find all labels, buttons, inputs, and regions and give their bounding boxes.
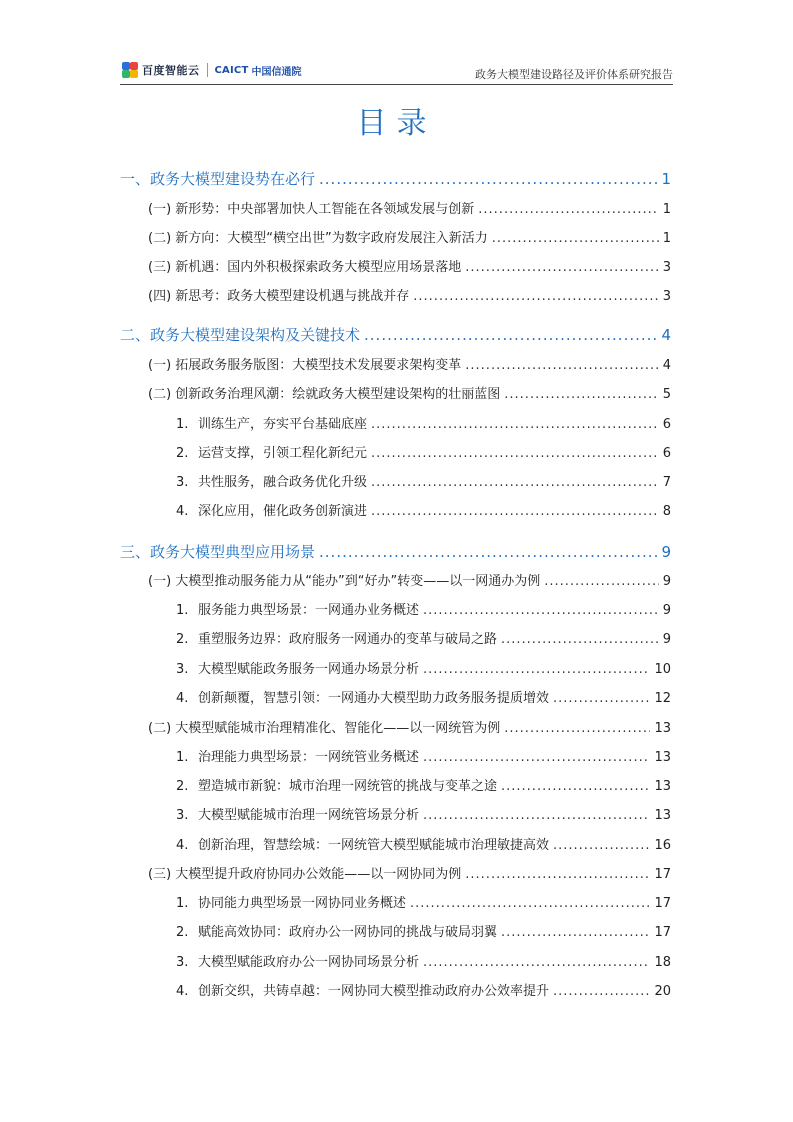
- toc-page-number: 10: [654, 662, 671, 677]
- toc-entry-text: 赋能高效协同：政府办公一网协同的挑战与破局羽翼: [198, 925, 498, 940]
- toc-page-number: 1: [662, 202, 671, 217]
- toc-page-number: 9: [662, 574, 671, 589]
- toc-entry-level3[interactable]: [176, 892, 671, 911]
- toc-page-number: 9: [661, 543, 671, 561]
- toc-entry-number: 3.: [176, 662, 189, 677]
- toc-entry-level3[interactable]: [176, 980, 671, 999]
- toc-entry-number: 4.: [176, 691, 189, 706]
- toc-dot-leader: [492, 231, 659, 246]
- toc-entry-text: (一) 拓展政务服务版图：大模型技术发展要求架构变革: [148, 358, 462, 373]
- toc-entry-level2[interactable]: [148, 383, 671, 402]
- toc-entry-label: [176, 687, 549, 706]
- toc-entry-level3[interactable]: [176, 442, 671, 461]
- toc-entry-label: [148, 227, 488, 246]
- toc-entry-text: (一) 大模型推动服务能力从“能办”到“好办”转变——以一网通办为例: [148, 574, 541, 589]
- toc-entry-number: 4.: [176, 504, 189, 519]
- toc-entry-level2[interactable]: [148, 285, 671, 304]
- toc-entry-label: [148, 354, 461, 373]
- toc-entry-label: [176, 804, 419, 823]
- toc-dot-leader: [423, 955, 650, 970]
- toc-page-number: 9: [662, 603, 671, 618]
- toc-page-number: 17: [654, 925, 671, 940]
- toc-page-number: 9: [662, 632, 671, 647]
- toc-entry-label: [120, 541, 315, 562]
- toc-entry-level3[interactable]: [176, 687, 671, 706]
- toc-entry-level2[interactable]: [148, 198, 671, 217]
- toc-entry-text: (一) 新形势：中央部署加快人工智能在各领域发展与创新: [148, 202, 475, 217]
- toc-entry-number: 3.: [176, 808, 189, 823]
- caict-logo-text: CAICT: [214, 64, 249, 76]
- toc-page-number: 6: [662, 446, 671, 461]
- toc-dot-leader: [553, 838, 650, 853]
- report-title: 政务大模型建设路径及评价体系研究报告: [475, 68, 673, 81]
- toc-page-number: 18: [654, 955, 671, 970]
- toc-entry-label: [148, 198, 474, 217]
- logo-group: [122, 60, 301, 80]
- toc-page-number: 4: [661, 326, 671, 344]
- toc-entry-level2[interactable]: [148, 570, 671, 589]
- toc-entry-level1[interactable]: [120, 324, 671, 345]
- toc-entry-number: 1.: [176, 896, 189, 911]
- toc-entry-label: [176, 413, 367, 432]
- toc-entry-label: [148, 383, 500, 402]
- toc-entry-text: (三) 新机遇：国内外积极探索政务大模型应用场景落地: [148, 260, 462, 275]
- toc-entry-text: 大模型赋能政府办公一网协同场景分析: [198, 955, 420, 970]
- toc-entry-text: 协同能力典型场景一网协同业务概述: [198, 896, 407, 911]
- toc-dot-leader: [465, 358, 658, 373]
- toc-page-number: 5: [662, 387, 671, 402]
- toc-entry-label: [176, 921, 497, 940]
- toc-page-number: 1: [661, 170, 671, 188]
- toc-entry-text: 重塑服务边界：政府服务一网通办的变革与破局之路: [198, 632, 498, 647]
- toc-dot-leader: [371, 504, 659, 519]
- toc-page-number: 13: [654, 779, 671, 794]
- toc-entry-number: 2.: [176, 632, 189, 647]
- toc-page-number: 17: [654, 867, 671, 882]
- toc-dot-leader: [553, 984, 650, 999]
- toc-entry-label: [176, 951, 419, 970]
- toc-entry-number: 2.: [176, 779, 189, 794]
- toc-entry-label: [120, 168, 315, 189]
- toc-entry-number: 3.: [176, 955, 189, 970]
- logo-divider: [207, 63, 208, 77]
- toc-entry-text: (三) 大模型提升政府协同办公效能——以一网协同为例: [148, 867, 462, 882]
- toc-entry-label: [120, 324, 360, 345]
- caict-logo-cn: 中国信通院: [251, 66, 302, 78]
- toc-entry-label: [176, 599, 419, 618]
- toc-entry-text: 创新交织，共铸卓越：一网协同大模型推动政府办公效率提升: [198, 984, 550, 999]
- toc-entry-level1[interactable]: [120, 168, 671, 189]
- toc-entry-number: 4.: [176, 984, 189, 999]
- toc-entry-label: [148, 863, 461, 882]
- toc-dot-leader: [371, 475, 659, 490]
- toc-entry-number: 3.: [176, 475, 189, 490]
- toc-entry-label: [148, 256, 461, 275]
- toc-entry-text: 共性服务，融合政务优化升级: [198, 475, 368, 490]
- toc-dot-leader: [319, 170, 657, 188]
- toc-entry-text: (二) 创新政务治理风潮：绘就政务大模型建设架构的壮丽蓝图: [148, 387, 501, 402]
- toc-entry-level2[interactable]: [148, 717, 671, 736]
- toc-dot-leader: [410, 896, 650, 911]
- toc-entry-text: 三、政务大模型典型应用场景: [120, 543, 316, 561]
- toc-page-number: 13: [654, 808, 671, 823]
- toc-entry-label: [176, 628, 497, 647]
- toc-entry-level3[interactable]: [176, 804, 671, 823]
- toc-entry-text: 一、政务大模型建设势在必行: [120, 170, 316, 188]
- toc-entry-label: [176, 746, 419, 765]
- toc-entry-level2[interactable]: [148, 256, 671, 275]
- toc-entry-level3[interactable]: [176, 746, 671, 765]
- toc-dot-leader: [465, 867, 650, 882]
- toc-dot-leader: [364, 326, 657, 344]
- toc-entry-text: 大模型赋能政务服务一网通办场景分析: [198, 662, 420, 677]
- toc-entry-level3[interactable]: [176, 658, 671, 677]
- toc-entry-level3[interactable]: [176, 471, 671, 490]
- page-header: [120, 58, 673, 85]
- toc-page-number: 3: [662, 260, 671, 275]
- toc-entry-level3[interactable]: [176, 628, 671, 647]
- toc-page-number: 16: [654, 838, 671, 853]
- toc-dot-leader: [553, 691, 650, 706]
- baidu-logo-text: 百度智能云: [142, 64, 200, 77]
- toc-dot-leader: [478, 202, 658, 217]
- toc-page-number: 4: [662, 358, 671, 373]
- toc-page-number: 3: [662, 289, 671, 304]
- toc-entry-level2[interactable]: [148, 863, 671, 882]
- toc-dot-leader: [501, 779, 650, 794]
- toc-entry-label: [148, 717, 500, 736]
- toc-dot-leader: [423, 603, 659, 618]
- toc-entry-level3[interactable]: [176, 775, 671, 794]
- toc-entry-level2[interactable]: [148, 227, 671, 246]
- toc-heading: 目录: [356, 106, 437, 141]
- toc-entry-text: 创新颠覆，智慧引领：一网通办大模型助力政务服务提质增效: [198, 691, 550, 706]
- toc-dot-leader: [423, 808, 650, 823]
- toc-dot-leader: [423, 750, 650, 765]
- toc-entry-text: 训练生产，夯实平台基础底座: [198, 417, 368, 432]
- toc-page-number: 8: [662, 504, 671, 519]
- toc-entry-label: [176, 442, 367, 461]
- toc-entry-level3[interactable]: [176, 834, 671, 853]
- toc-entry-text: (四) 新思考：政务大模型建设机遇与挑战并存: [148, 289, 410, 304]
- toc-entry-number: 2.: [176, 446, 189, 461]
- toc-page-number: 17: [654, 896, 671, 911]
- toc-entry-text: 大模型赋能城市治理一网统管场景分析: [198, 808, 420, 823]
- toc-entry-level2[interactable]: [148, 354, 671, 373]
- toc-page-number: 20: [654, 984, 671, 999]
- toc-entry-text: 塑造城市新貌：城市治理一网统管的挑战与变革之途: [198, 779, 498, 794]
- toc-page-number: 13: [654, 721, 671, 736]
- toc-page-number: 12: [654, 691, 671, 706]
- toc-page-number: 6: [662, 417, 671, 432]
- toc-entry-text: 服务能力典型场景：一网通办业务概述: [198, 603, 420, 618]
- toc-entry-text: 深化应用，催化政务创新演进: [198, 504, 368, 519]
- toc-entry-number: 1.: [176, 750, 189, 765]
- toc-entry-level3[interactable]: [176, 599, 671, 618]
- toc-entry-level3[interactable]: [176, 413, 671, 432]
- toc-dot-leader: [465, 260, 658, 275]
- toc-entry-label: [176, 471, 367, 490]
- toc-entry-level3[interactable]: [176, 500, 671, 519]
- toc-dot-leader: [413, 289, 658, 304]
- toc-dot-leader: [501, 632, 659, 647]
- toc-dot-leader: [319, 543, 657, 561]
- toc-dot-leader: [504, 721, 650, 736]
- toc-entry-label: [176, 980, 549, 999]
- toc-entry-level3[interactable]: [176, 921, 671, 940]
- toc-entry-text: (二) 大模型赋能城市治理精准化、智能化——以一网统管为例: [148, 721, 501, 736]
- toc-entry-text: 创新治理，智慧绘城：一网统管大模型赋能城市治理敏捷高效: [198, 838, 550, 853]
- toc-entry-label: [148, 285, 409, 304]
- toc-page-number: 13: [654, 750, 671, 765]
- toc-dot-leader: [504, 387, 658, 402]
- toc-dot-leader: [423, 662, 650, 677]
- toc-page-number: 7: [662, 475, 671, 490]
- toc-entry-number: 4.: [176, 838, 189, 853]
- toc-entry-text: 治理能力典型场景：一网统管业务概述: [198, 750, 420, 765]
- toc-entry-text: 二、政务大模型建设架构及关键技术: [120, 326, 361, 344]
- toc-page-number: 1: [662, 231, 671, 246]
- toc-dot-leader: [371, 417, 659, 432]
- toc-entry-text: 运营支撑，引领工程化新纪元: [198, 446, 368, 461]
- toc-dot-leader: [501, 925, 650, 940]
- toc-entry-text: (二) 新方向：大模型“横空出世”为数字政府发展注入新活力: [148, 231, 488, 246]
- toc-dot-leader: [544, 574, 659, 589]
- toc-entry-number: 1.: [176, 603, 189, 618]
- toc-entry-number: 2.: [176, 925, 189, 940]
- toc-entry-number: 1.: [176, 417, 189, 432]
- toc-entry-label: [176, 775, 497, 794]
- toc-dot-leader: [371, 446, 659, 461]
- baidu-cloud-logo-icon: [122, 62, 138, 78]
- toc-entry-label: [148, 570, 540, 589]
- toc-entry-label: [176, 834, 549, 853]
- toc-entry-label: [176, 892, 406, 911]
- toc-entry-level3[interactable]: [176, 951, 671, 970]
- toc-entry-label: [176, 658, 419, 677]
- toc-entry-label: [176, 500, 367, 519]
- toc-entry-level1[interactable]: [120, 541, 671, 562]
